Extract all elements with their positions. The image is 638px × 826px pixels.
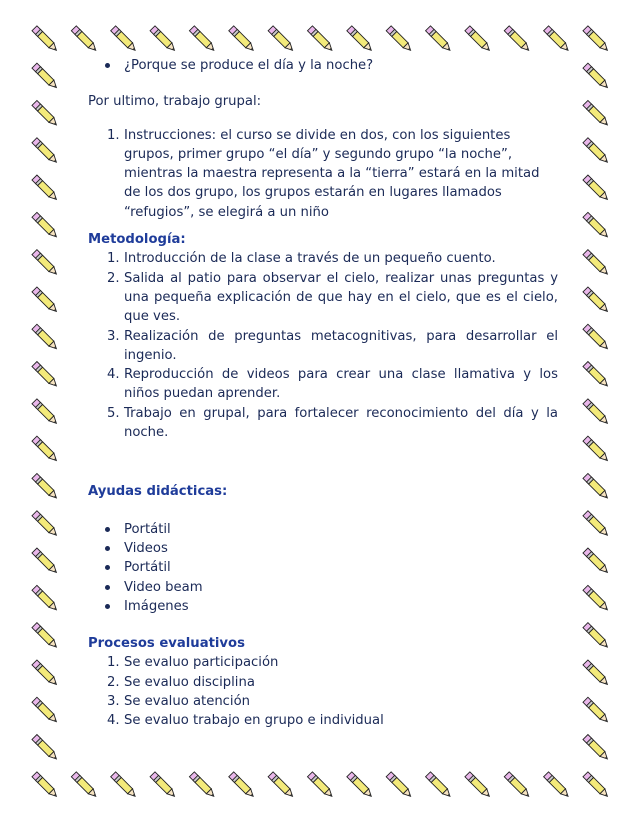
list-number: 4. — [107, 713, 120, 729]
pencil-icon — [583, 26, 610, 53]
list-text: Se evaluo trabajo en grupo e individual — [124, 713, 384, 729]
list-number: 3. — [107, 694, 120, 710]
pencil-icon — [504, 772, 531, 799]
list-item — [88, 711, 558, 730]
pencil-icon — [32, 511, 59, 538]
pencil-icon — [583, 660, 610, 687]
pencil-icon — [386, 772, 413, 799]
pencil-icon — [71, 26, 98, 53]
list-item — [88, 249, 558, 268]
pencil-icon — [583, 623, 610, 650]
pencil-icon — [544, 772, 571, 799]
pencil-icon — [583, 212, 610, 239]
pencil-icon — [583, 473, 610, 500]
pencil-icon — [583, 697, 610, 724]
top-bullet-list — [88, 56, 558, 75]
pencil-icon — [189, 26, 216, 53]
ayudas-heading: Ayudas didácticas: — [88, 484, 228, 500]
pencil-icon — [32, 473, 59, 500]
list-item — [88, 692, 558, 711]
pencil-icon — [583, 436, 610, 463]
pencil-icon — [583, 548, 610, 575]
pencil-icon — [583, 100, 610, 127]
pencil-icon — [583, 287, 610, 314]
pencil-icon — [583, 399, 610, 426]
document-body — [88, 56, 558, 731]
metodologia-heading: Metodología: — [88, 232, 186, 248]
pencil-icon — [583, 511, 610, 538]
procesos-list — [88, 653, 558, 730]
list-number: 2. — [107, 674, 120, 690]
group-intro: Por ultimo, trabajo grupal: — [88, 94, 262, 110]
list-text: Reproducción de videos para crear una clase llamativa y los niños puedan aprender. — [124, 367, 558, 402]
list-number: 1. — [107, 127, 120, 143]
pencil-icon — [307, 26, 334, 53]
list-text: Salida al patio para observar el cielo, realizar unas preguntas y una pequeña explicación de que hay en el cielo, que es el cielo, que ves. — [124, 270, 558, 325]
pencil-icon — [32, 735, 59, 762]
pencil-icon — [32, 697, 59, 724]
pencil-icon — [32, 548, 59, 575]
pencil-icon — [150, 26, 177, 53]
pencil-icon — [32, 399, 59, 426]
list-number: 5. — [107, 405, 120, 421]
pencil-icon — [465, 26, 492, 53]
pencil-icon — [583, 250, 610, 277]
list-item — [88, 653, 558, 672]
pencil-icon — [32, 100, 59, 127]
list-text: Se evaluo participación — [124, 655, 279, 671]
pencil-icon — [32, 623, 59, 650]
pencil-icon — [32, 585, 59, 612]
list-item — [88, 404, 558, 443]
pencil-icon — [189, 772, 216, 799]
list-number: 3. — [107, 328, 120, 344]
list-item — [88, 269, 558, 327]
list-number: 1. — [107, 655, 120, 671]
pencil-icon — [268, 26, 295, 53]
pencil-icon — [32, 26, 59, 53]
list-number: 2. — [107, 270, 120, 286]
pencil-icon — [544, 26, 571, 53]
list-text: Realización de preguntas metacognitivas, para desarrollar el ingenio. — [124, 328, 558, 363]
list-item: Portátil — [88, 558, 558, 577]
list-text: Instrucciones: el curso se divide en dos, con los siguientes grupos, primer grupo “el día” y segundo grupo “la noche”, mientras la maestra representa a la “tierra” estará en la mitad de los dos grupo, los grupos estarán en lugares llamados “refugios”, se elegirá a un niño — [124, 127, 540, 220]
list-text: Introducción de la clase a través de un pequeño cuento. — [124, 251, 496, 267]
pencil-icon — [583, 362, 610, 389]
group-instructions-list — [88, 126, 558, 222]
list-item: Portátil — [88, 520, 558, 539]
pencil-icon — [32, 250, 59, 277]
pencil-icon — [150, 772, 177, 799]
list-item — [88, 126, 558, 222]
pencil-icon — [268, 772, 295, 799]
pencil-icon — [583, 63, 610, 90]
list-item — [88, 327, 558, 366]
ayudas-list — [88, 520, 558, 616]
pencil-icon — [32, 287, 59, 314]
pencil-icon — [583, 585, 610, 612]
list-text: Trabajo en grupal, para fortalecer reconocimiento del día y la noche. — [124, 405, 558, 441]
pencil-icon — [32, 660, 59, 687]
pencil-icon — [347, 772, 374, 799]
pencil-icon — [111, 772, 138, 799]
list-item: Imágenes — [88, 597, 558, 616]
pencil-icon — [71, 772, 98, 799]
pencil-icon — [32, 63, 59, 90]
list-item — [88, 673, 558, 692]
pencil-icon — [307, 772, 334, 799]
pencil-icon — [32, 212, 59, 239]
pencil-icon — [32, 362, 59, 389]
pencil-icon — [583, 324, 610, 351]
procesos-heading: Procesos evaluativos — [88, 636, 245, 652]
list-item: ¿Porque se produce el día y la noche? — [88, 56, 558, 75]
pencil-icon — [583, 772, 610, 799]
pencil-icon — [504, 26, 531, 53]
pencil-icon — [32, 772, 59, 799]
pencil-icon — [32, 436, 59, 463]
pencil-icon — [32, 175, 59, 202]
pencil-icon — [583, 138, 610, 165]
pencil-icon — [111, 26, 138, 53]
list-item — [88, 365, 558, 404]
pencil-icon — [229, 26, 256, 53]
pencil-icon — [32, 138, 59, 165]
pencil-icon — [426, 26, 453, 53]
list-text: Se evaluo disciplina — [124, 674, 255, 690]
pencil-icon — [465, 772, 492, 799]
pencil-icon — [229, 772, 256, 799]
list-number: 4. — [107, 367, 120, 383]
pencil-icon — [32, 324, 59, 351]
list-number: 1. — [107, 251, 120, 267]
pencil-icon — [583, 175, 610, 202]
pencil-icon — [386, 26, 413, 53]
pencil-icon — [347, 26, 374, 53]
list-item: Videos — [88, 539, 558, 558]
pencil-icon — [426, 772, 453, 799]
list-item: Video beam — [88, 578, 558, 597]
metodologia-list — [88, 249, 558, 442]
pencil-icon — [583, 735, 610, 762]
list-text: Se evaluo atención — [124, 694, 251, 710]
